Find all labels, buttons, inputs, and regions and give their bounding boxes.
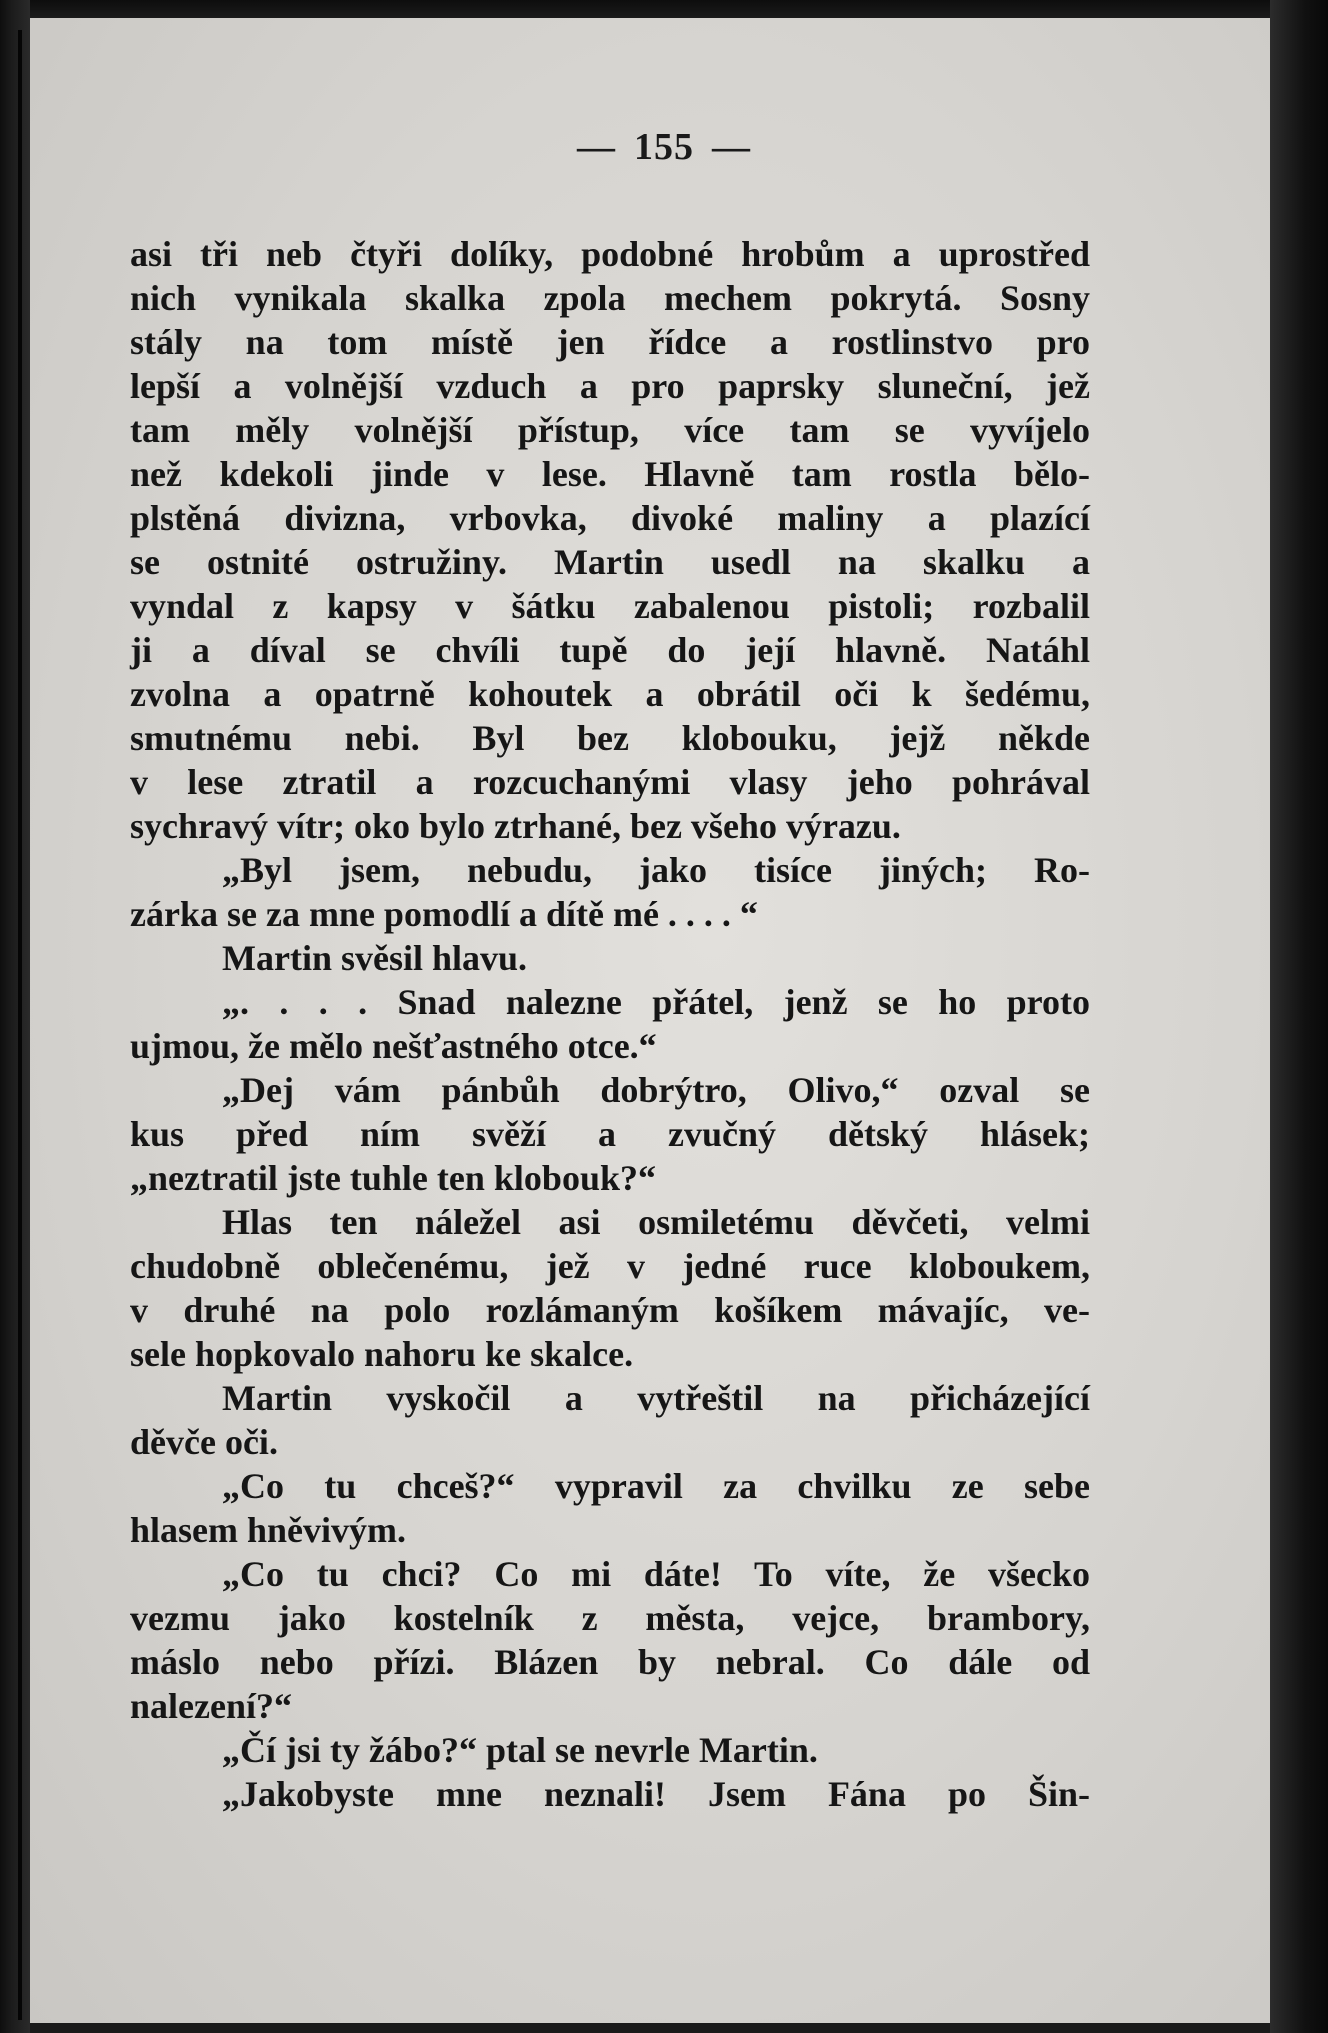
text-line: vezmu jako kostelník z města, vejce, brambory, [130,1598,1090,1638]
text-line: „. . . . Snad nalezne přátel, jenž se ho proto [222,982,1090,1022]
text-line: lepší a volnější vzduch a pro paprsky sluneční, jež [130,366,1090,406]
page-right-shadow [1270,0,1328,2033]
header-dash-right: — [712,126,751,168]
text-line: sele hopkovalo nahoru ke skalce. [130,1334,634,1374]
text-line: ujmou, že mělo nešťastného otce.“ [130,1026,657,1066]
text-line: plstěná divizna, vrbovka, divoké maliny a plazící [130,498,1090,538]
text-line: hlasem hněvivým. [130,1510,407,1550]
text-line: „Čí jsi ty žábo?“ ptal se nevrle Martin. [222,1730,818,1770]
body-text [130,232,1090,1816]
book-spine-line [18,30,22,2020]
text-line: ji a díval se chvíli tupě do její hlavně. Natáhl [130,630,1090,670]
text-line: máslo nebo přízi. Blázen by nebral. Co dále od [130,1642,1090,1682]
text-line: Martin vyskočil a vytřeštil na přicházející [222,1378,1090,1418]
text-line: „Jakobyste mne neznali! Jsem Fána po Šin- [222,1774,1090,1814]
text-line: „neztratil jste tuhle ten klobouk?“ [130,1158,656,1198]
text-line: Martin svěsil hlavu. [222,938,528,978]
text-line: sychravý vítr; oko bylo ztrhané, bez všeho výrazu. [130,806,901,846]
page-header [0,125,1328,169]
text-line: smutnému nebi. Byl bez klobouku, jejž někde [130,718,1090,758]
text-line: „Dej vám pánbůh dobrýtro, Olivo,“ ozval se [222,1070,1090,1110]
text-line: nich vynikala skalka zpola mechem pokrytá. Sosny [130,278,1090,318]
text-line: stály na tom místě jen řídce a rostlinstvo pro [130,322,1090,362]
text-line: se ostnité ostružiny. Martin usedl na skalku a [130,542,1090,582]
text-line: chudobně oblečenému, jež v jedné ruce kloboukem, [130,1246,1090,1286]
text-line: tam měly volnější přístup, více tam se vyvíjelo [130,410,1090,450]
text-line: Hlas ten náležel asi osmiletému děvčeti, velmi [222,1202,1090,1242]
text-line: „Co tu chceš?“ vypravil za chvilku ze sebe [222,1466,1090,1506]
text-line: v lese ztratil a rozcuchanými vlasy jeho pohrával [130,762,1090,802]
text-line: zárka se za mne pomodlí a dítě mé . . . . “ [130,894,758,934]
text-line: než kdekoli jinde v lese. Hlavně tam rostla bělo- [130,454,1090,494]
book-spine-edge [0,0,30,2033]
text-line: asi tři neb čtyři dolíky, podobné hrobům a uprostřed [130,234,1090,274]
text-line: „Byl jsem, nebudu, jako tisíce jiných; Ro- [222,850,1090,890]
text-line: zvolna a opatrně kohoutek a obrátil oči k šedému, [130,674,1090,714]
text-line: vyndal z kapsy v šátku zabalenou pistoli; rozbalil [130,586,1090,626]
text-line: v druhé na polo rozlámaným košíkem mávajíc, ve- [130,1290,1090,1330]
text-line: děvče oči. [130,1422,278,1462]
text-line: nalezení?“ [130,1686,292,1726]
text-line: kus před ním svěží a zvučný dětský hlásek; [130,1114,1090,1154]
page-number: 155 [634,126,694,168]
text-line: „Co tu chci? Co mi dáte! To víte, že všecko [222,1554,1090,1594]
header-dash-left: — [577,126,616,168]
